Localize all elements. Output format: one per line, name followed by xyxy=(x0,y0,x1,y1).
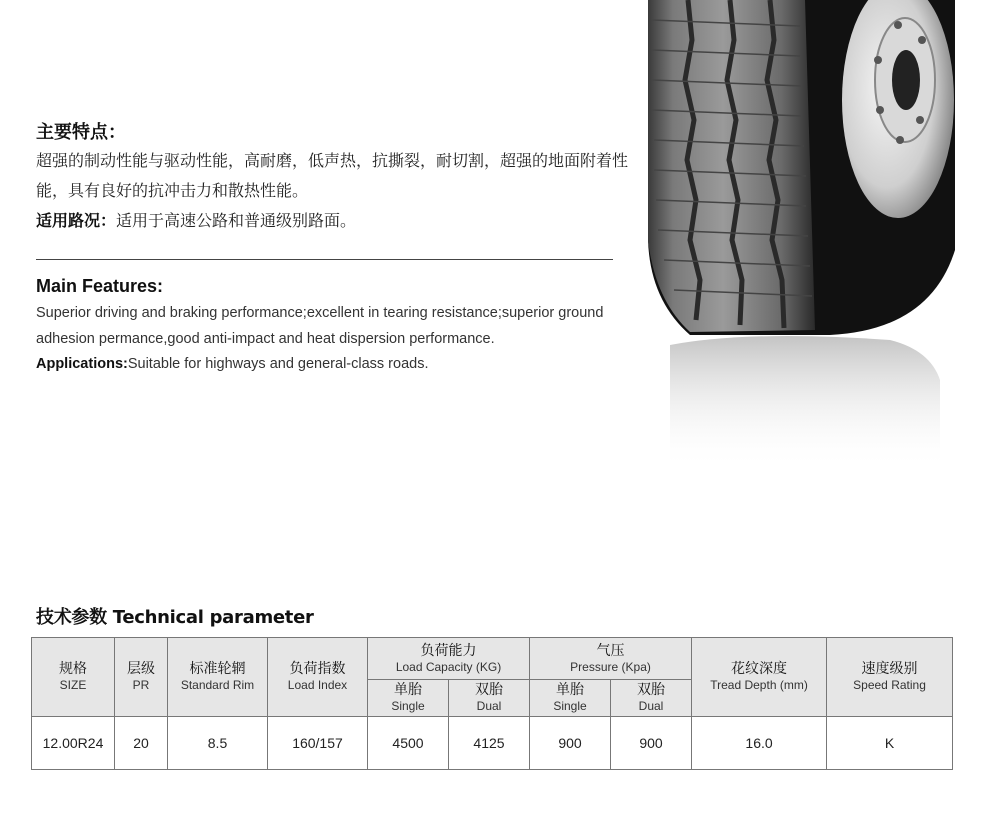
technical-parameter-table xyxy=(31,637,953,770)
en-applications xyxy=(36,352,429,377)
header-speed-rating: 速度级别 Speed Rating xyxy=(827,638,953,717)
cell-load-single: 4500 xyxy=(368,717,449,770)
cell-speed-rating: K xyxy=(827,717,953,770)
header-tread-depth: 花纹深度 Tread Depth (mm) xyxy=(692,638,827,717)
header-pressure-dual: 双胎 Dual xyxy=(611,680,692,717)
header-pr: 层级 PR xyxy=(115,638,168,717)
table-row xyxy=(32,717,953,770)
cn-features-title: 主要特点： xyxy=(36,122,126,143)
cn-applications-text: 适用于高速公路和普通级别路面。 xyxy=(116,211,357,230)
cell-pr: 20 xyxy=(115,717,168,770)
cell-load-index: 160/157 xyxy=(268,717,368,770)
en-applications-text: Suitable for highways and general-class roads. xyxy=(127,356,429,372)
cell-tread-depth: 16.0 xyxy=(692,717,827,770)
header-load-index: 负荷指数 Load Index xyxy=(268,638,368,717)
header-load-single: 单胎 Single xyxy=(368,680,449,717)
header-pressure-single: 单胎 Single xyxy=(530,680,611,717)
cn-features-body: 超强的制动性能与驱动性能，高耐磨，低声热，抗撕裂，耐切割，超强的地面附着性能，具有良好的抗冲击力和散热性能。 xyxy=(36,151,629,200)
cell-size: 12.00R24 xyxy=(32,717,115,770)
header-rim: 标准轮辋 Standard Rim xyxy=(168,638,268,717)
en-features-body: Superior driving and braking performance;excellent in tearing resistance;superior ground adhesion permance,good anti-impact and heat dispersion performance. xyxy=(36,305,604,347)
header-load-dual: 双胎 Dual xyxy=(449,680,530,717)
cell-rim: 8.5 xyxy=(168,717,268,770)
table-title: 技术参数 Technical parameter xyxy=(36,607,314,628)
tire-image xyxy=(630,0,1000,480)
en-applications-label: Applications: xyxy=(36,356,128,372)
en-features-title: Main Features: xyxy=(36,276,164,296)
cell-pressure-single: 900 xyxy=(530,717,611,770)
section-divider xyxy=(36,259,613,260)
cell-pressure-dual: 900 xyxy=(611,717,692,770)
header-size: 规格 SIZE xyxy=(32,638,115,717)
header-pressure: 气压 Pressure (Kpa) xyxy=(530,638,692,680)
cn-applications xyxy=(36,206,356,236)
cn-applications-label: 适用路况： xyxy=(36,211,117,230)
cell-load-dual: 4125 xyxy=(449,717,530,770)
header-load-capacity: 负荷能力 Load Capacity (KG) xyxy=(368,638,530,680)
